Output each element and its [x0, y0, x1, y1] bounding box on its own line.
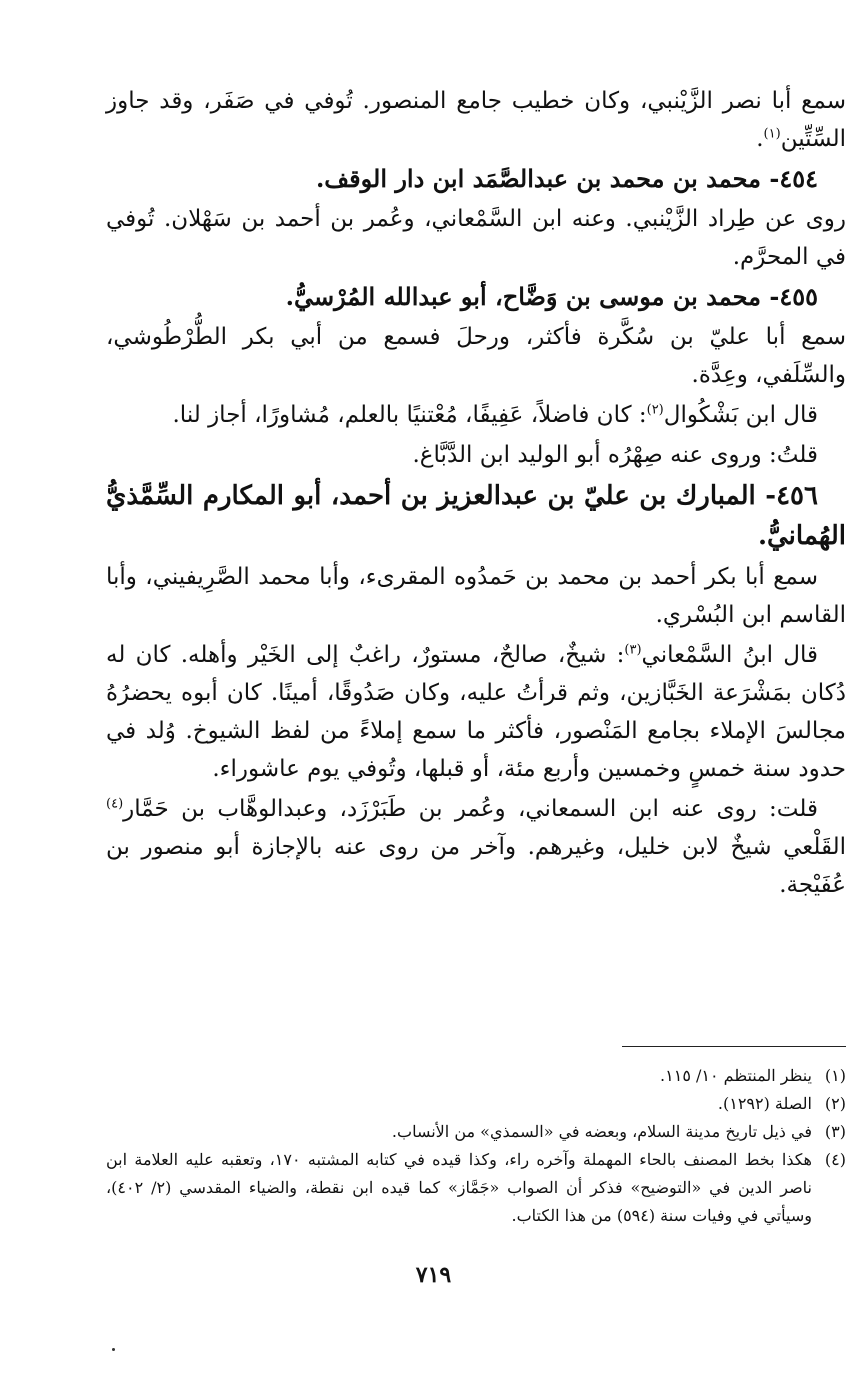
footnote-2: (٢) الصلة (١٢٩٢). — [717, 1094, 846, 1113]
footnote-1: (١) ينظر المنتظم ١٠/ ١١٥. — [660, 1066, 846, 1085]
footnote-ref-1[interactable]: (١) — [763, 126, 781, 142]
paragraph-1: سمع أبا نصر الزَّيْنبي، وكان خطيب جامع المنصور. تُوفي في صَفَر، وقد جاوز السِّتِّين$^{(١)}$. — [106, 88, 846, 152]
paragraph-6: سمع أبا بكر أحمد بن محمد بن حَمدُوه المقرىء، وأبا محمد الصَّرِيفيني، وأبا القاسم ابن البُسْري. — [106, 564, 846, 628]
footnote-4: (٤) هكذا بخط المصنف بالحاء المهملة وآخره راء، وكذا قيده في كتابه المشتبه ١٧٠، وتعقبه عليه العلامة ابن ناصر الدين في «التوضيح» فذكر أن الصواب «جَمَّاز» كما قيده ابن نقطة، والضياء المقدسي (٢/ ٤٠٢)، وسيأتي في وفيات سنة (٥٩٤) من هذا الكتاب. — [106, 1150, 846, 1225]
footnote-3: (٣) في ذيل تاريخ مدينة السلام، وبعضه في «السمذي» من الأنساب. — [391, 1122, 846, 1141]
paragraph-7: قال ابنُ السَّمْعاني$^{(٣)}$: شيخٌ، صالحٌ، مستورٌ، راغبٌ إلى الخَيْر وأهله. كان له دُكان بمَشْرَعة الخَبَّازين، وثم قرأتُ عليه، وكان صَدُوقًا، أمينًا. كان أبوه يحضرُهُ مجالسَ الإملاء بجامع المَنْصور، فأكثر ما سمع إملاءً من لفظ الشيوخ. وُلد في حدود سنة خمسٍ وخمسين وأربع مئة، أو قبلها، وتُوفي يوم عاشوراء. — [106, 642, 847, 782]
paragraph-8: قلت: روى عنه ابن السمعاني، وعُمر بن طَبَرْزَد، وعبدالوهَّاب بن حَمَّار$^{(٤)}$ القَلْعي شيخٌ لابن خليل، وغيرهم. وآخر من روى عنه بالإجازة أبو منصور بن عُفَيْجة. — [106, 796, 846, 898]
entry-heading-456: ٤٥٦- المبارك بن عليّ بن عبدالعزيز بن أحمد، أبو المكارم السِّمَّذيُّ الهُمانيُّ. — [106, 481, 846, 551]
entry-heading-455: ٤٥٥- محمد بن موسى بن وَضَّاح، أبو عبدالله المُرْسيُّ. — [285, 282, 818, 311]
scan-speck — [112, 1348, 115, 1351]
footnote-ref-3[interactable]: (٣) — [624, 642, 642, 658]
paragraph-3: سمع أبا عليّ بن سُكَّرة فأكثر، ورحلَ فسمع من أبي بكر الطُّرْطُوشي، والسِّلَفي، وعِدَّة. — [106, 324, 846, 388]
footnote-separator — [622, 1046, 846, 1047]
main-text — [106, 82, 846, 906]
page-number: ٧١٩ — [415, 1262, 452, 1288]
footnotes — [106, 1062, 846, 1230]
paragraph-2: روى عن طِراد الزَّيْنبي. وعنه ابن السَّمْعاني، وعُمر بن أحمد بن سَهْلان. تُوفي في المحرَّم. — [106, 206, 846, 270]
paragraph-4: قال ابن بَشْكُوال$^{(٢)}$: كان فاضلاً، عَفِيفًا، مُعْتنيًا بالعلم، مُشاورًا، أجاز لنا. — [172, 402, 818, 428]
footnote-ref-2[interactable]: (٢) — [646, 402, 664, 418]
footnote-ref-4[interactable]: (٤) — [106, 796, 124, 812]
entry-heading-454: ٤٥٤- محمد بن محمد بن عبدالصَّمَد ابن دار الوقف. — [315, 164, 818, 193]
paragraph-5: قلتُ: وروى عنه صِهْرُه أبو الوليد ابن الدَّبَّاغ. — [412, 442, 818, 468]
